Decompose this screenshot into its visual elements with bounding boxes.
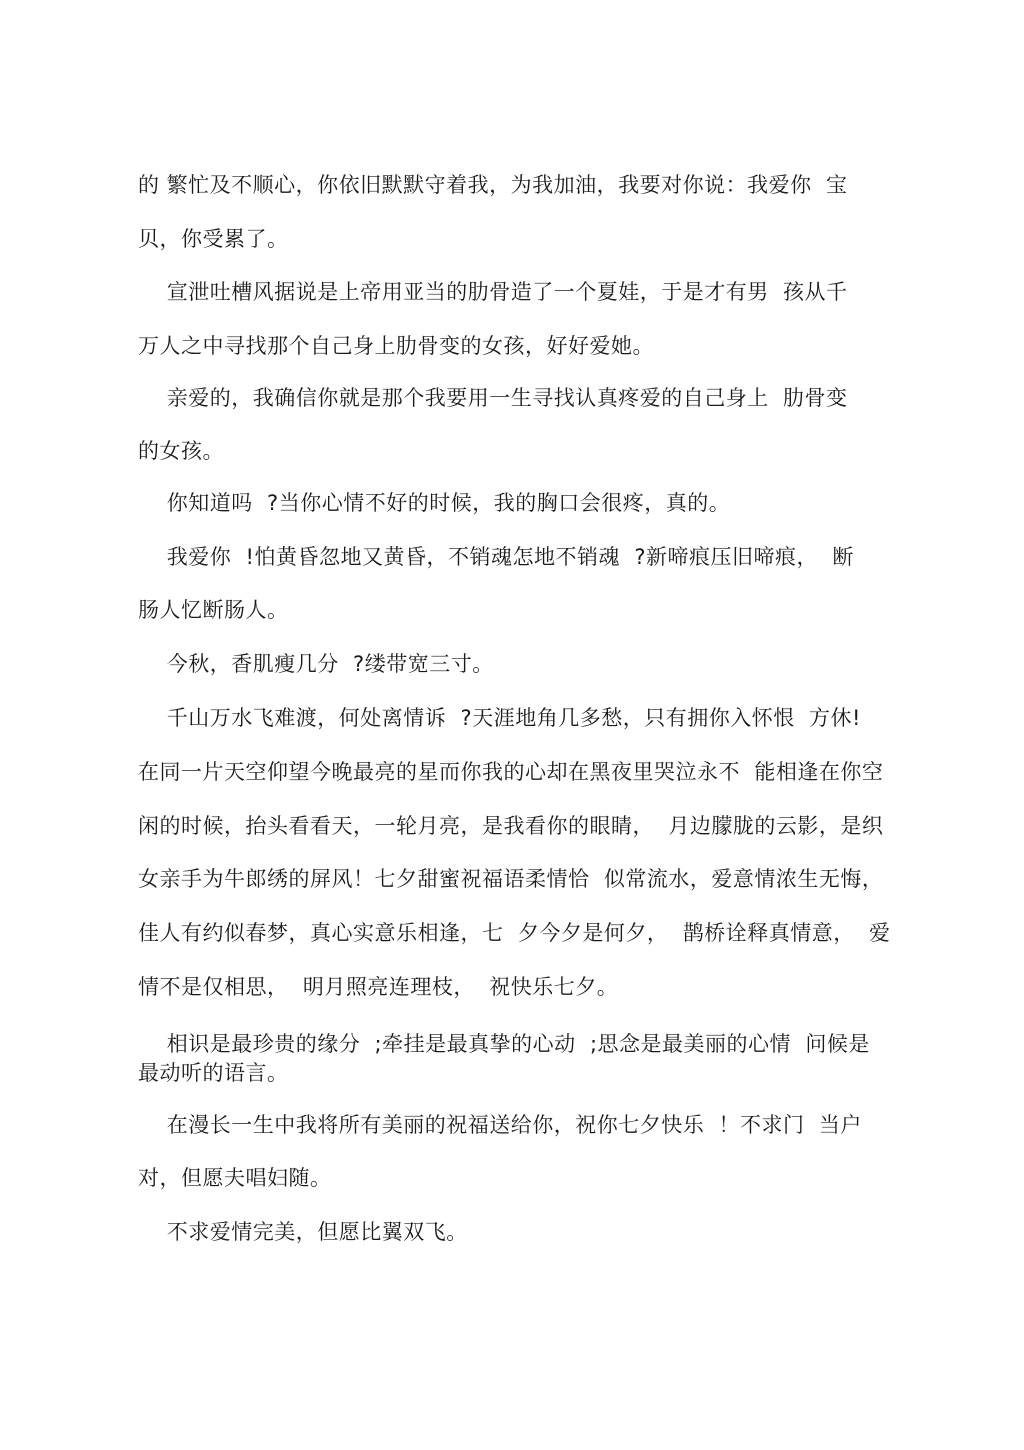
text-line: 我爱你 !怕黄昏忽地又黄昏，不销魂怎地不销魂 ?新啼痕压旧啼痕， 断 <box>138 545 854 569</box>
text-line: 今秋，香肌瘦几分 ?缕带宽三寸。 <box>138 652 494 676</box>
text-line: 对，但愿夫唱妇随。 <box>138 1166 332 1190</box>
text-line: 的 繁忙及不顺心，你依旧默默守着我，为我加油，我要对你说：我爱你 宝 <box>138 173 848 197</box>
text-line: 的女孩。 <box>138 439 224 463</box>
text-line: 亲爱的，我确信你就是那个我要用一生寻找认真疼爱的自己身上 肋骨变 <box>138 386 848 410</box>
text-line: 宣泄吐槽风据说是上帝用亚当的肋骨造了一个夏娃，于是才有男 孩从千 <box>138 280 848 304</box>
text-line: 情不是仅相思， 明月照亮连理枝， 祝快乐七夕。 <box>138 975 619 999</box>
text-line: 千山万水飞难渡，何处离情诉 ?天涯地角几多愁，只有拥你入怀恨 方休! <box>138 706 861 730</box>
text-line: 不求爱情完美，但愿比翼双飞。 <box>138 1220 468 1244</box>
text-line: 最动听的语言。 <box>138 1061 289 1085</box>
text-line: 女亲手为牛郎绣的屏风！七夕甜蜜祝福语柔情恰 似常流水，爱意情浓生无悔， <box>138 867 884 891</box>
text-line: 贝，你受累了。 <box>138 227 289 251</box>
text-line: 闲的时候，抬头看看天，一轮月亮，是我看你的眼睛， 月边朦胧的云影，是织 <box>138 814 884 838</box>
text-line: 在同一片天空仰望今晚最亮的星而你我的心却在黑夜里哭泣永不 能相逢在你空 <box>138 760 884 784</box>
text-line: 相识是最珍贵的缘分 ;牵挂是最真挚的心动 ;思念是最美丽的心情 问候是 <box>138 1032 870 1056</box>
text-line: 万人之中寻找那个自己身上肋骨变的女孩，好好爱她。 <box>138 334 654 358</box>
text-line: 佳人有约似春梦，真心实意乐相逢，七 夕今夕是何夕， 鹊桥诠释真情意， 爱 <box>138 921 891 945</box>
text-line: 在漫长一生中我将所有美丽的祝福送给你，祝你七夕快乐 ！不求门 当户 <box>138 1113 862 1137</box>
text-line: 肠人忆断肠人。 <box>138 598 289 622</box>
text-line: 你知道吗 ?当你心情不好的时候，我的胸口会很疼，真的。 <box>138 491 731 515</box>
